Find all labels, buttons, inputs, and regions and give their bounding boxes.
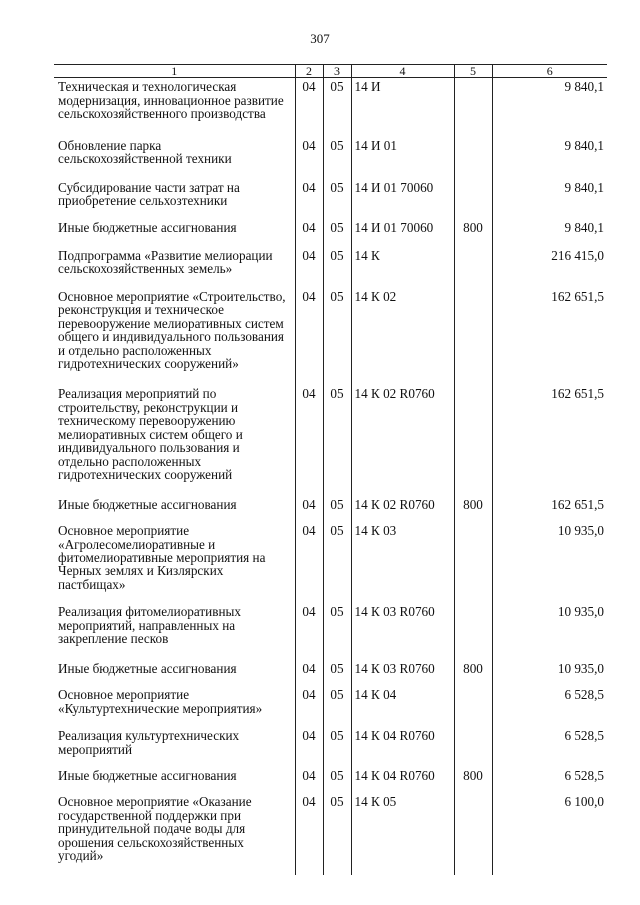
expense-type-code (454, 78, 492, 137)
table-row (54, 767, 607, 793)
item-name: Основное мероприятие «Культуртехнические мероприятия» (58, 687, 263, 716)
subsection-code: 05 (323, 219, 351, 246)
target-article-code: 14 К 04 R0760 (351, 767, 454, 793)
header-col-6: 6 (492, 65, 607, 78)
subsection-code: 05 (323, 247, 351, 288)
header-col-1: 1 (54, 65, 295, 78)
amount: 6 528,5 (492, 686, 607, 727)
subsection-code: 05 (323, 522, 351, 603)
budget-table (54, 64, 607, 875)
table-row (54, 522, 607, 603)
table-row (54, 496, 607, 522)
page-number: 307 (310, 31, 330, 46)
target-article-code: 14 К 02 R0760 (351, 385, 454, 495)
section-code: 04 (295, 767, 323, 793)
amount: 216 415,0 (492, 247, 607, 288)
section-code: 04 (295, 686, 323, 727)
section-code: 04 (295, 137, 323, 179)
subsection-code: 05 (323, 78, 351, 137)
table-header (54, 65, 607, 78)
section-code: 04 (295, 496, 323, 522)
expense-type-code: 800 (454, 767, 492, 793)
table-row (54, 603, 607, 659)
subsection-code: 05 (323, 137, 351, 179)
item-name: Обновление парка сельскохозяйственной техники (58, 137, 232, 167)
expense-type-code: 800 (454, 660, 492, 686)
subsection-code: 05 (323, 496, 351, 522)
expense-type-code: 800 (454, 219, 492, 246)
target-article-code: 14 И 01 70060 (351, 179, 454, 220)
subsection-code: 05 (323, 727, 351, 767)
item-name: Реализация мероприятий по строительству, реконструкции и техническому перевооружению мелиоративных систем общего и индивидуального пользования и отдельно расположенных гидротехнических сооружений (58, 386, 243, 483)
item-name: Техническая и технологическая модернизация, инновационное развитие сельскохозяйственного производства (58, 79, 284, 122)
expense-type-code (454, 727, 492, 767)
amount: 10 935,0 (492, 603, 607, 659)
subsection-code: 05 (323, 603, 351, 659)
target-article-code: 14 К 03 R0760 (351, 660, 454, 686)
amount: 162 651,5 (492, 496, 607, 522)
item-name: Реализация фитомелиоративных мероприятий, направленных на закрепление песков (58, 604, 241, 647)
target-article-code: 14 К 04 R0760 (351, 727, 454, 767)
item-name: Иные бюджетные ассигнования (58, 768, 237, 783)
section-code: 04 (295, 179, 323, 220)
item-name: Основное мероприятие «Оказание государственной поддержки при принудительной подаче воды для орошения сельскохозяйственных угодий» (58, 794, 252, 864)
target-article-code: 14 И (351, 78, 454, 137)
table-row (54, 288, 607, 386)
amount: 10 935,0 (492, 660, 607, 686)
section-code: 04 (295, 793, 323, 874)
expense-type-code (454, 179, 492, 220)
amount: 162 651,5 (492, 288, 607, 386)
subsection-code: 05 (323, 686, 351, 727)
expense-type-code (454, 686, 492, 727)
item-name: Основное мероприятие «Агролесомелиоративные и фитомелиоративные мероприятия на Черных землях и Кизлярских пастбищах» (58, 523, 266, 592)
target-article-code: 14 К (351, 247, 454, 288)
header-col-5: 5 (454, 65, 492, 78)
section-code: 04 (295, 78, 323, 137)
table-body (54, 78, 607, 875)
item-name: Подпрограмма «Развитие мелиорации сельскохозяйственных земель» (58, 247, 273, 277)
item-name: Иные бюджетные ассигнования (58, 220, 237, 236)
table-row (54, 660, 607, 686)
table-row (54, 78, 607, 137)
table-row (54, 385, 607, 495)
target-article-code: 14 К 02 R0760 (351, 496, 454, 522)
subsection-code: 05 (323, 288, 351, 386)
table-row (54, 727, 607, 767)
subsection-code: 05 (323, 767, 351, 793)
amount: 6 100,0 (492, 793, 607, 874)
table-row (54, 179, 607, 220)
target-article-code: 14 К 02 (351, 288, 454, 386)
table-row (54, 219, 607, 246)
expense-type-code (454, 793, 492, 874)
subsection-code: 05 (323, 179, 351, 220)
amount: 9 840,1 (492, 219, 607, 246)
item-name: Иные бюджетные ассигнования (58, 496, 237, 512)
expense-type-code: 800 (454, 496, 492, 522)
subsection-code: 05 (323, 660, 351, 686)
expense-type-code (454, 385, 492, 495)
section-code: 04 (295, 247, 323, 288)
table-row (54, 686, 607, 727)
section-code: 04 (295, 603, 323, 659)
target-article-code: 14 И 01 (351, 137, 454, 179)
item-name: Основное мероприятие «Строительство, реконструкция и техническое перевооружение мелиоративных систем общего и индивидуального пользования и отдельно расположенных гидротехнических сооружений» (58, 288, 286, 372)
table-row (54, 247, 607, 288)
subsection-code: 05 (323, 385, 351, 495)
header-col-4: 4 (351, 65, 454, 78)
amount: 9 840,1 (492, 137, 607, 179)
section-code: 04 (295, 727, 323, 767)
table-row (54, 793, 607, 874)
item-name: Реализация культуртехнических мероприятий (58, 728, 240, 757)
table-row (54, 137, 607, 179)
amount: 9 840,1 (492, 179, 607, 220)
section-code: 04 (295, 288, 323, 386)
header-col-2: 2 (295, 65, 323, 78)
expense-type-code (454, 247, 492, 288)
item-name: Иные бюджетные ассигнования (58, 660, 237, 676)
target-article-code: 14 К 03 R0760 (351, 603, 454, 659)
section-code: 04 (295, 219, 323, 246)
target-article-code: 14 К 04 (351, 686, 454, 727)
target-article-code: 14 К 05 (351, 793, 454, 874)
expense-type-code (454, 603, 492, 659)
expense-type-code (454, 288, 492, 386)
amount: 10 935,0 (492, 522, 607, 603)
subsection-code: 05 (323, 793, 351, 874)
item-name: Субсидирование части затрат на приобретение сельхозтехники (58, 179, 240, 208)
amount: 9 840,1 (492, 78, 607, 137)
target-article-code: 14 И 01 70060 (351, 219, 454, 246)
amount: 6 528,5 (492, 727, 607, 767)
amount: 6 528,5 (492, 767, 607, 793)
section-code: 04 (295, 522, 323, 603)
target-article-code: 14 К 03 (351, 522, 454, 603)
expense-type-code (454, 522, 492, 603)
header-col-3: 3 (323, 65, 351, 78)
amount: 162 651,5 (492, 385, 607, 495)
section-code: 04 (295, 385, 323, 495)
section-code: 04 (295, 660, 323, 686)
header-row (54, 65, 607, 78)
expense-type-code (454, 137, 492, 179)
